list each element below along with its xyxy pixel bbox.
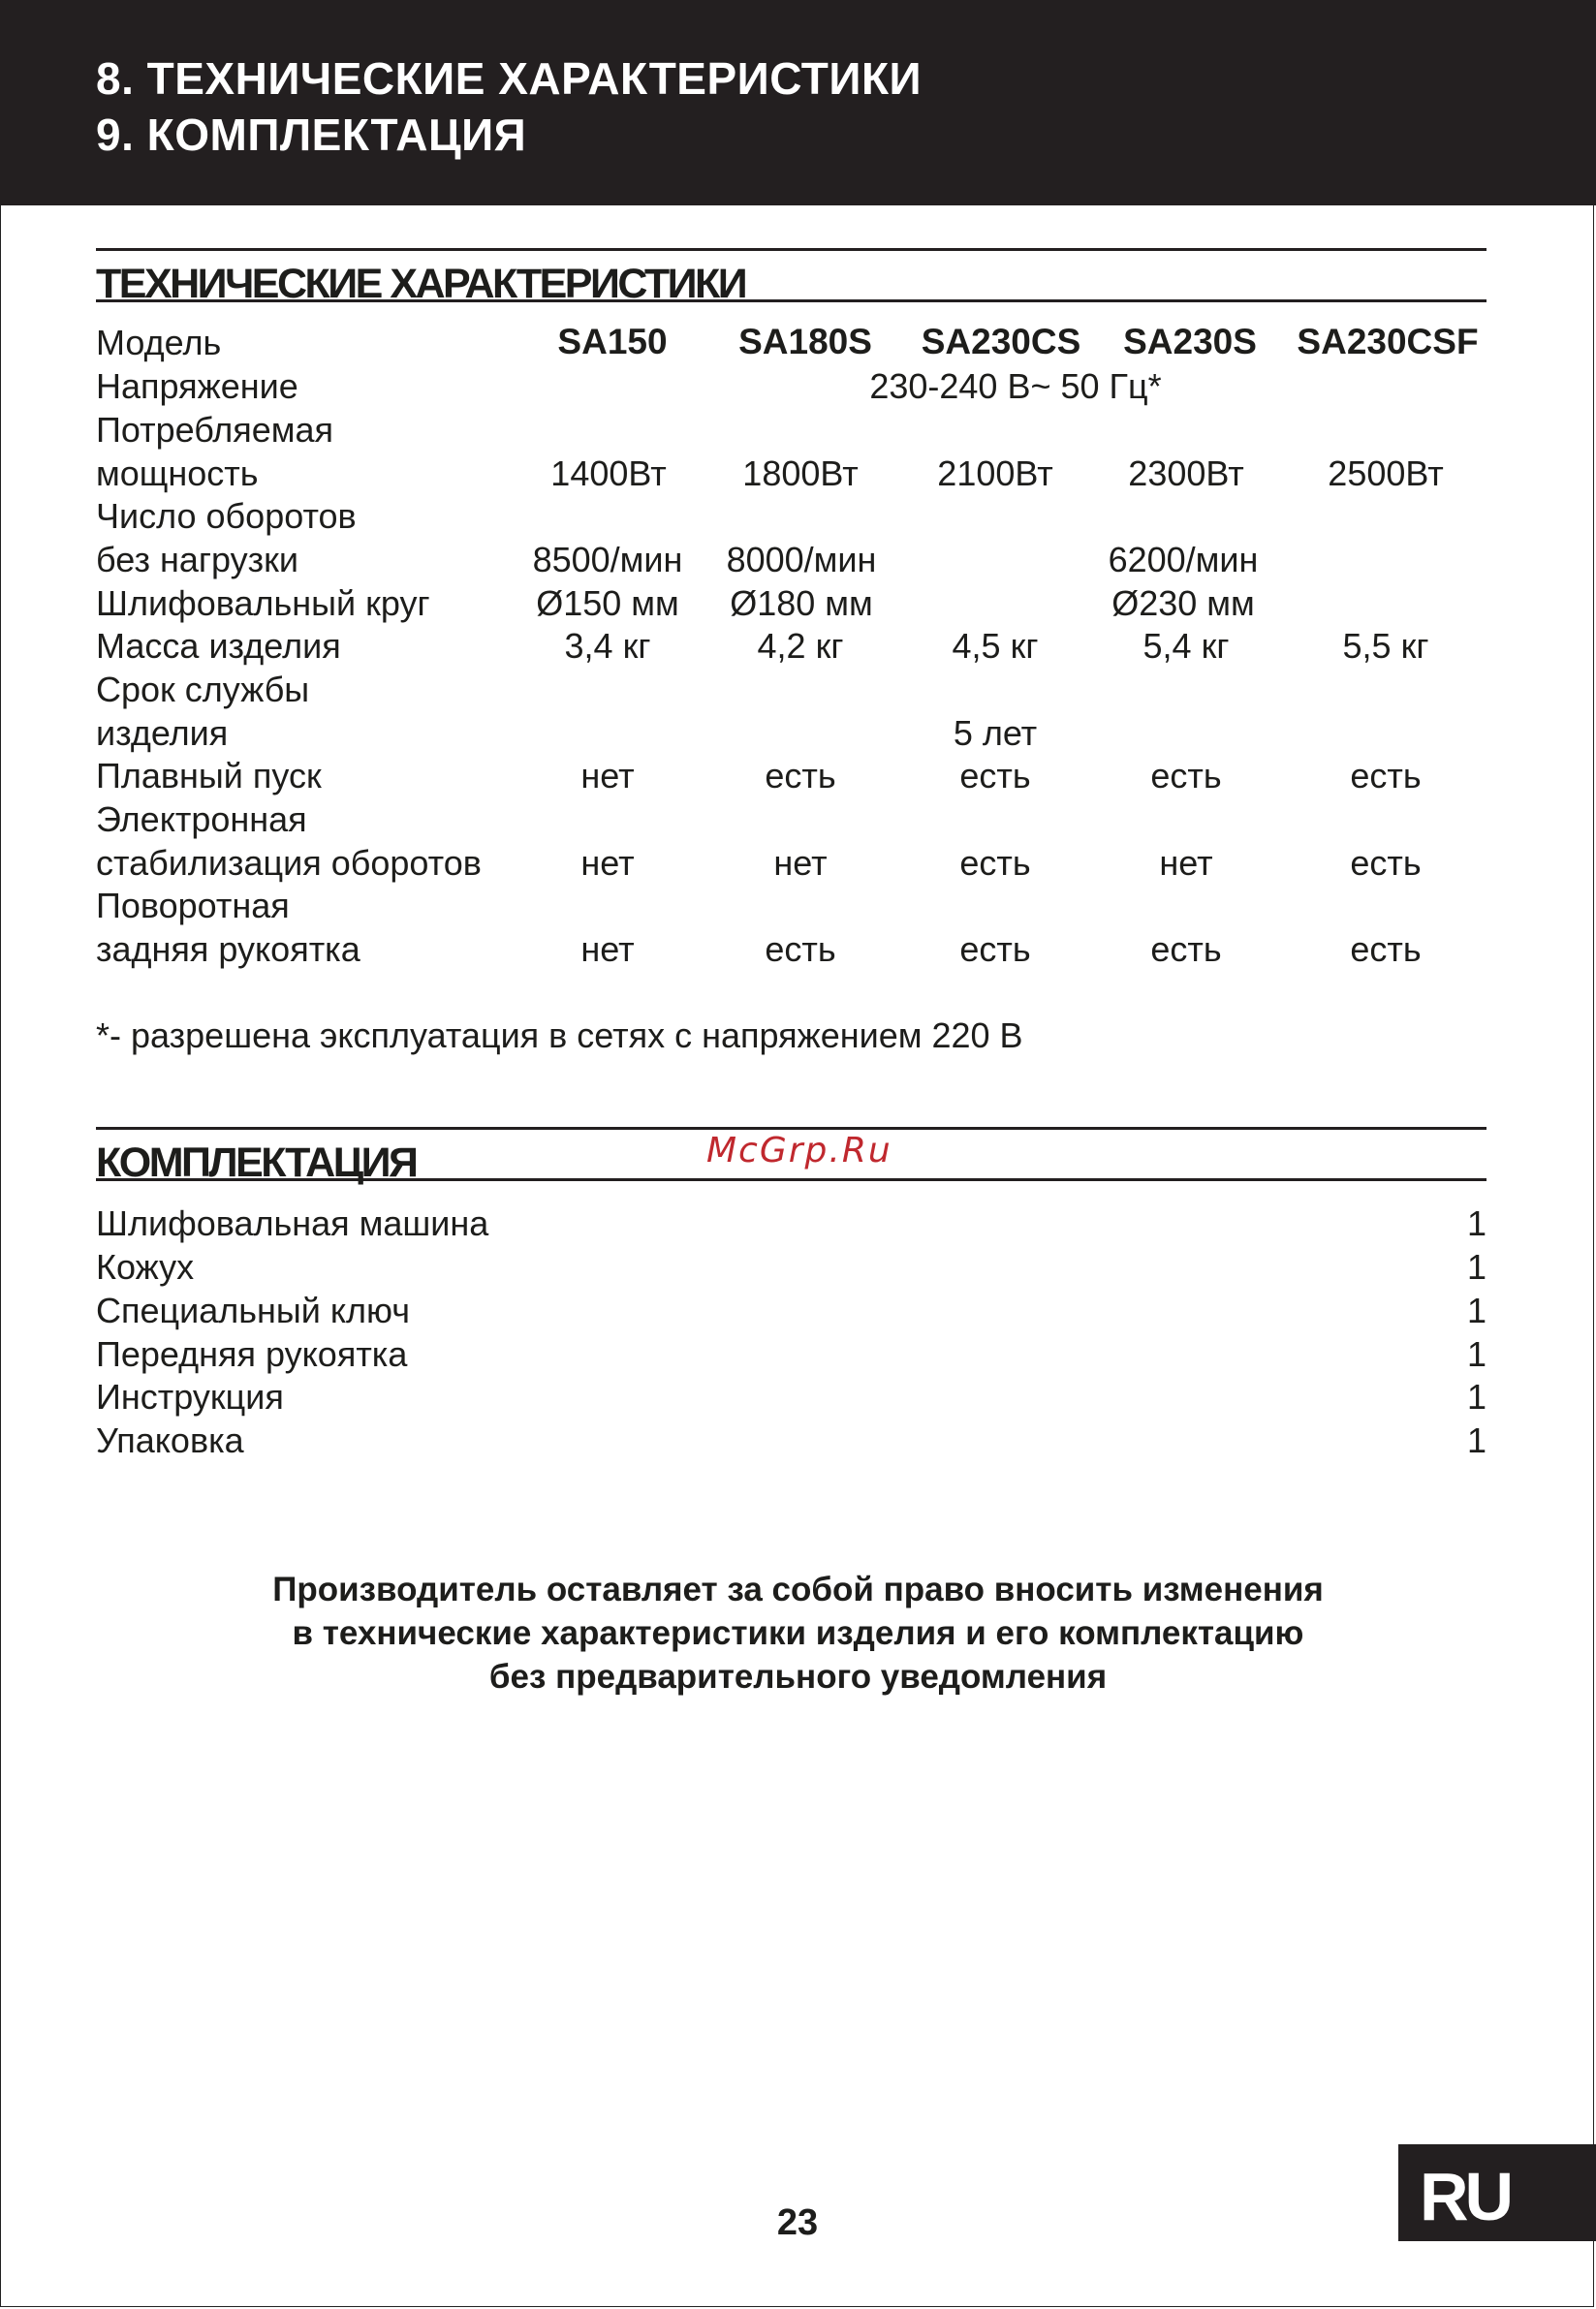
- power-value: 1800Вт: [742, 453, 859, 493]
- voltage-value: 230-240 В~ 50 Гц*: [869, 366, 1162, 406]
- list-item: Кожух: [96, 1247, 195, 1287]
- rpm-label: без нагрузки: [96, 540, 298, 579]
- stabilization-value: есть: [1350, 843, 1422, 883]
- model-header: SA230S: [1123, 322, 1257, 361]
- model-header: SA230CS: [921, 322, 1081, 361]
- handle-value: есть: [1350, 929, 1422, 969]
- rpm-label: Число оборотов: [96, 496, 357, 536]
- stabilization-label: стабилизация оборотов: [96, 843, 482, 883]
- lifetime-value: 5 лет: [953, 713, 1038, 753]
- disclaimer-line: в технические характеристики изделия и его комплектацию: [292, 1614, 1304, 1652]
- mass-value: 4,5 кг: [952, 626, 1039, 666]
- list-item-qty: 1: [1466, 1203, 1486, 1243]
- mass-value: 5,5 кг: [1342, 626, 1429, 666]
- rpm-value: 8000/мин: [726, 540, 877, 579]
- disclaimer-line: Производитель оставляет за собой право вносить изменения: [272, 1571, 1324, 1608]
- list-item: Упаковка: [96, 1420, 244, 1460]
- power-value: 1400Вт: [550, 453, 667, 493]
- power-value: 2500Вт: [1328, 453, 1444, 493]
- model-header: SA180S: [738, 322, 872, 361]
- handle-value: есть: [959, 929, 1031, 969]
- disclaimer: [0, 1568, 1596, 1699]
- handle-value: нет: [580, 929, 635, 969]
- lifetime-label: изделия: [96, 713, 229, 753]
- list-item-qty: 1: [1466, 1420, 1486, 1460]
- power-value: 2300Вт: [1128, 453, 1244, 493]
- language-label: RU: [1420, 2159, 1511, 2234]
- stabilization-value: нет: [773, 843, 828, 883]
- page-header: [0, 0, 1596, 205]
- stabilization-label: Электронная: [96, 799, 307, 839]
- specs-section-title: [96, 248, 1486, 307]
- disc-value: Ø150 мм: [536, 583, 679, 623]
- rpm-value: 8500/мин: [532, 540, 683, 579]
- contents-title-text: КОМПЛЕКТАЦИЯ: [96, 1139, 417, 1186]
- watermark: McGrp.Ru: [706, 1131, 892, 1170]
- disclaimer-line: без предварительного уведомления: [488, 1658, 1108, 1696]
- lifetime-label: Срок службы: [96, 670, 310, 709]
- list-item: Инструкция: [96, 1377, 284, 1417]
- disc-label: Шлифовальный круг: [96, 583, 430, 623]
- language-tab: [1398, 2144, 1596, 2241]
- model-header: SA230CSF: [1297, 322, 1479, 361]
- rpm-value: 6200/мин: [1108, 540, 1259, 579]
- handle-value: есть: [1150, 929, 1222, 969]
- list-item-qty: 1: [1466, 1291, 1486, 1330]
- list-item-qty: 1: [1466, 1247, 1486, 1287]
- power-value: 2100Вт: [937, 453, 1053, 493]
- mass-value: 5,4 кг: [1142, 626, 1230, 666]
- soft-start-value: есть: [959, 756, 1031, 796]
- soft-start-value: есть: [765, 756, 836, 796]
- disc-value: Ø180 мм: [730, 583, 873, 623]
- mass-label: Масса изделия: [96, 626, 341, 666]
- stabilization-value: нет: [1159, 843, 1213, 883]
- stabilization-value: есть: [959, 843, 1031, 883]
- power-label: Потребляемая: [96, 410, 334, 450]
- soft-start-value: есть: [1350, 756, 1422, 796]
- disc-value: Ø230 мм: [1111, 583, 1255, 623]
- list-item-qty: 1: [1466, 1377, 1486, 1417]
- handle-label: задняя рукоятка: [96, 929, 360, 969]
- specs-title-text: ТЕХНИЧЕСКИЕ ХАРАКТЕРИСТИКИ: [96, 261, 746, 307]
- power-label: мощность: [96, 453, 259, 493]
- model-header: SA150: [557, 322, 668, 361]
- soft-start-value: есть: [1150, 756, 1222, 796]
- stabilization-value: нет: [580, 843, 635, 883]
- list-item-qty: 1: [1466, 1334, 1486, 1374]
- voltage-label: Напряжение: [96, 366, 298, 406]
- soft-start-value: нет: [580, 756, 635, 796]
- mass-value: 4,2 кг: [757, 626, 844, 666]
- page-number: 23: [776, 2202, 819, 2243]
- soft-start-label: Плавный пуск: [96, 756, 322, 796]
- mass-value: 3,4 кг: [564, 626, 651, 666]
- header-title-contents: 9. КОМПЛЕКТАЦИЯ: [96, 109, 527, 160]
- list-item: Передняя рукоятка: [96, 1334, 408, 1374]
- handle-label: Поворотная: [96, 886, 290, 925]
- handle-value: есть: [765, 929, 836, 969]
- header-title-specs: 8. ТЕХНИЧЕСКИЕ ХАРАКТЕРИСТИКИ: [96, 53, 923, 104]
- model-label: Модель: [96, 323, 222, 362]
- list-item: Шлифовальная машина: [96, 1203, 489, 1243]
- specs-footnote: *- разрешена эксплуатация в сетях с напряжением 220 В: [96, 1015, 1023, 1055]
- list-item: Специальный ключ: [96, 1291, 411, 1330]
